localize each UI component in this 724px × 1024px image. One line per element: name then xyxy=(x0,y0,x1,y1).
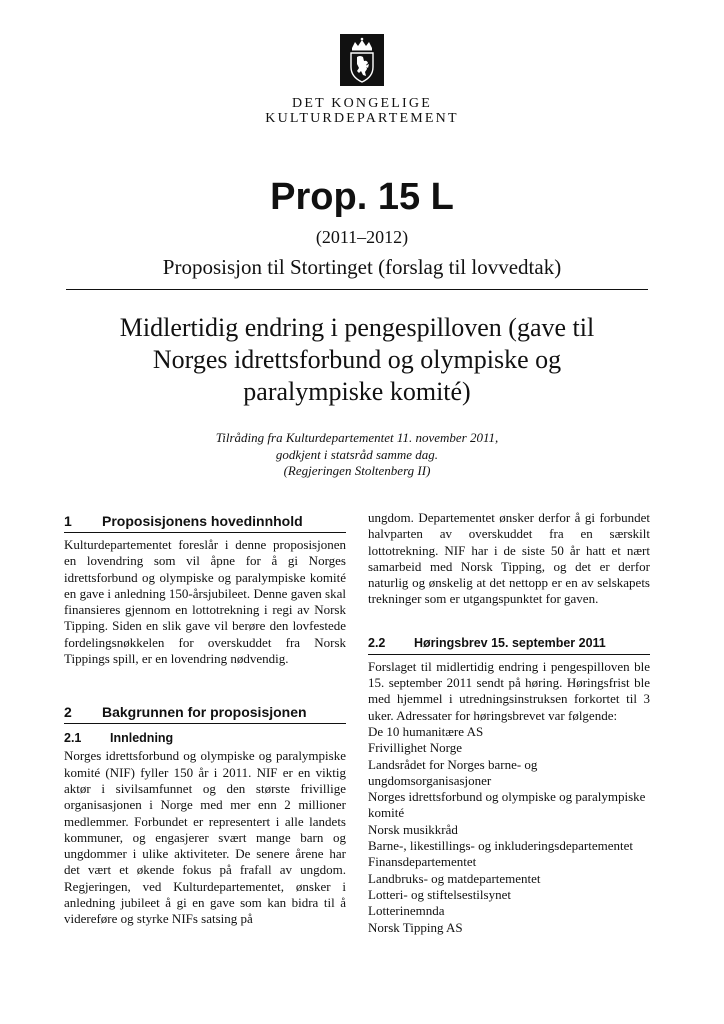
left-column xyxy=(64,510,346,928)
list-item: Lotterinemnda xyxy=(368,903,445,919)
proposition-session: (2011–2012) xyxy=(315,227,409,247)
title-line-3: paralympiske komité) xyxy=(243,377,471,406)
section-1-heading xyxy=(64,510,346,533)
section-2-title: Bakgrunnen for proposisjonen xyxy=(102,704,307,721)
norwegian-coat-of-arms-icon xyxy=(340,34,384,86)
list-item: Norsk Tipping AS xyxy=(368,919,463,935)
department-name xyxy=(265,96,458,126)
section-2-1-text-continued: ungdom. Departementet ønsker derfor å gi forbundet halvparten av overskuddet fra en særskilt lottotrekning. NIF har i de siste 50 år hatt et nært samarbeid med Norsk Tipping, og det er derfor naturlig og ønskelig at det nettopp er en av selskapets trekninger som er utgangspunktet for gaven. xyxy=(368,510,650,607)
list-item: Barne-, likestillings- og inkluderingsdepartementet xyxy=(368,838,633,854)
title-line-1: Midlertidig endring i pengespilloven (gave til xyxy=(119,313,595,342)
section-1-title: Proposisjonens hovedinnhold xyxy=(102,513,303,529)
title-line-2: Norges idrettsforbund og olympiske og xyxy=(152,345,562,374)
section-2-number: 2 xyxy=(64,704,72,721)
proposition-subtitle: Proposisjon til Stortinget (forslag til lovvedtak) xyxy=(162,255,562,279)
section-2-1-heading xyxy=(64,728,346,748)
list-item: Frivillighet Norge xyxy=(368,740,463,756)
section-2-2-title: Høringsbrev 15. september 2011 xyxy=(414,635,606,650)
section-2-1-number: 2.1 xyxy=(64,731,82,746)
list-item: Norges idrettsforbund og olympiske og paralympiske komité xyxy=(368,789,646,821)
approval-note xyxy=(66,430,648,480)
recipient-list xyxy=(368,724,650,936)
section-2-2-heading xyxy=(368,632,650,655)
list-item: Lotteri- og stiftelsestilsynet xyxy=(368,886,511,902)
approval-line-2: godkjent i statsråd samme dag. xyxy=(275,446,439,462)
section-1-text: Kulturdepartementet foreslår i denne proposisjonen en lovendring som vil åpne for å gi Norges idrettsforbund og olympiske og paralympiske komité en gave i anledning 150-årsjubileet. Denne gaven skal finansieres gjennom en lottotrekning i regi av Norsk Tipping. Siden en slik gave vil berøre den lovfestede fordelingsnøkkelen for overskuddet fra Norsk Tippings spill, er en lovendring nødvendig. xyxy=(64,537,346,667)
masthead xyxy=(0,34,724,126)
section-2-1-title: Innledning xyxy=(110,731,174,746)
approval-line-3: (Regjeringen Stoltenberg II) xyxy=(283,463,431,478)
department-line-2: KULTURDEPARTEMENT xyxy=(265,111,459,126)
document-title xyxy=(66,312,648,408)
section-2-2-number: 2.2 xyxy=(368,635,386,650)
right-column xyxy=(368,510,650,936)
section-2-2-text: Forslaget til midlertidig endring i pengespilloven ble 15. september 2011 sendt på høring. Høringsfrist ble med hjemmel i utredningsinstruksen forkortet til 3 uker. Adressater for høringsbrevet var følgende: xyxy=(368,658,650,723)
list-item: Landsrådet for Norges barne- og ungdomsorganisasjoner xyxy=(368,756,538,788)
section-2-1-text: Norges idrettsforbund og olympiske og paralympiske komité (NIF) fyller 150 år i 2011. NIF er en viktig aktør i sivilsamfunnet og den største frivillige organisasjonen i Norge med mer enn 2 millioner medlemmer. Forbundet er representert i alle landets kommuner, og engasjerer svært mange barn og ungdommer i ulike aktiviteter. De senere årene har det vært et økende fokus på frafall av ungdom. Regjeringen, ved Kulturdepartementet, ønsker i anledning jubileet å gi en gave som kan bidra til å videreføre og styrke NIFs satsing på xyxy=(64,748,346,927)
section-1-number: 1 xyxy=(64,513,72,529)
list-item: De 10 humanitære AS xyxy=(368,723,484,739)
title-divider xyxy=(66,289,648,290)
list-item: Finansdepartementet xyxy=(368,854,477,870)
department-line-1: DET KONGELIGE xyxy=(292,96,432,111)
list-item: Landbruks- og matdepartementet xyxy=(368,870,541,886)
list-item: Norsk musikkråd xyxy=(368,821,458,837)
section-2-heading xyxy=(64,701,346,724)
approval-line-1: Tilråding fra Kulturdepartementet 11. november 2011, xyxy=(215,430,499,445)
proposition-number: Prop. 15 L xyxy=(270,176,454,218)
